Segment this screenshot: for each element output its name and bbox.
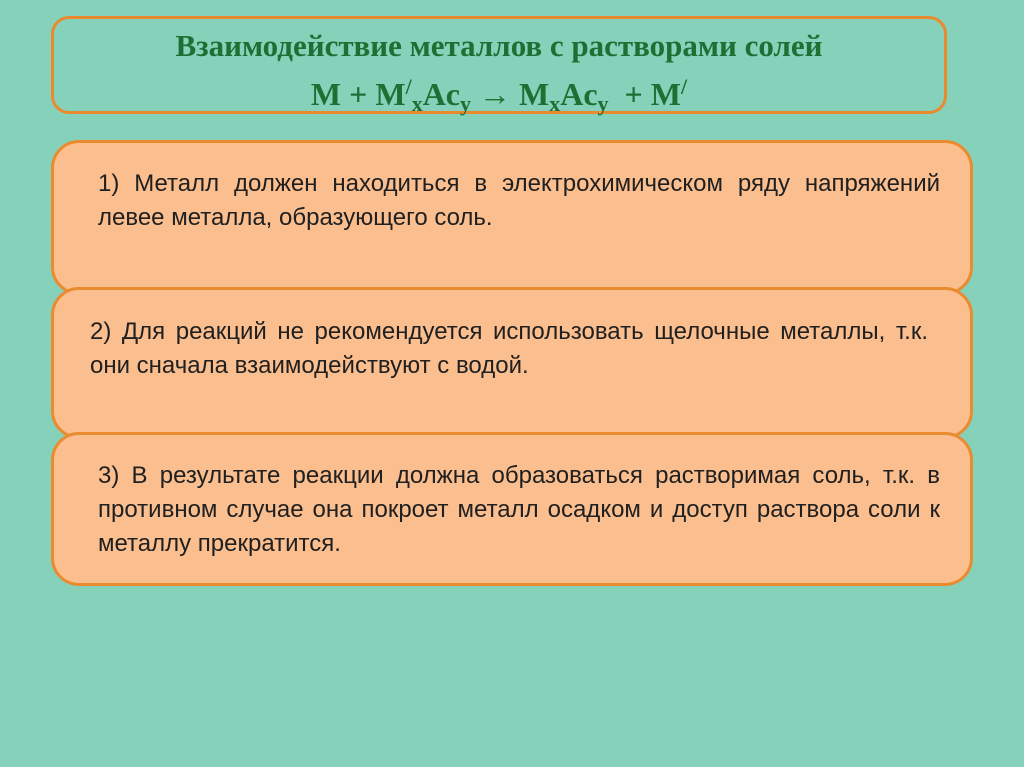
rule-panel-1 — [51, 140, 973, 295]
formula-subscript-y: y — [460, 91, 471, 116]
rule-text-1: 1) Металл должен находиться в электрохимическом ряду напряжений левее металла, образующего соль. — [98, 170, 940, 231]
formula-displaced-metal: M — [650, 76, 681, 112]
formula-metal: M — [310, 76, 342, 112]
formula-prime-2: / — [680, 74, 688, 99]
rule-text-3: 3) В результате реакции должна образоваться растворимая соль, т.к. в противном случае она покроет металл осадком и доступ раствора соли к металлу прекратится. — [98, 462, 940, 557]
slide-title: Взаимодействие металлов с растворами солей — [175, 28, 823, 63]
rule-panel-2 — [51, 287, 973, 439]
formula-product-subscript-x: x — [549, 91, 561, 116]
rule-text-2: 2) Для реакций не рекомендуется использовать щелочные металлы, т.к. они сначала взаимодействуют с водой. — [90, 318, 928, 379]
formula-prime: / — [405, 74, 412, 99]
formula-plus: + — [349, 76, 368, 112]
formula-salt-metal: M — [375, 76, 406, 112]
title-box — [51, 16, 947, 114]
formula-product-acid-residue: Ac — [560, 76, 598, 112]
rule-panel-3 — [51, 432, 973, 586]
formula-subscript-x: x — [411, 91, 423, 116]
formula-arrow: → — [479, 76, 511, 112]
reaction-formula — [54, 69, 944, 122]
formula-plus-2: + — [624, 76, 643, 112]
formula-product-metal: M — [519, 76, 550, 112]
formula-product-subscript-y: y — [597, 91, 609, 116]
formula-acid-residue: Ac — [422, 76, 460, 112]
